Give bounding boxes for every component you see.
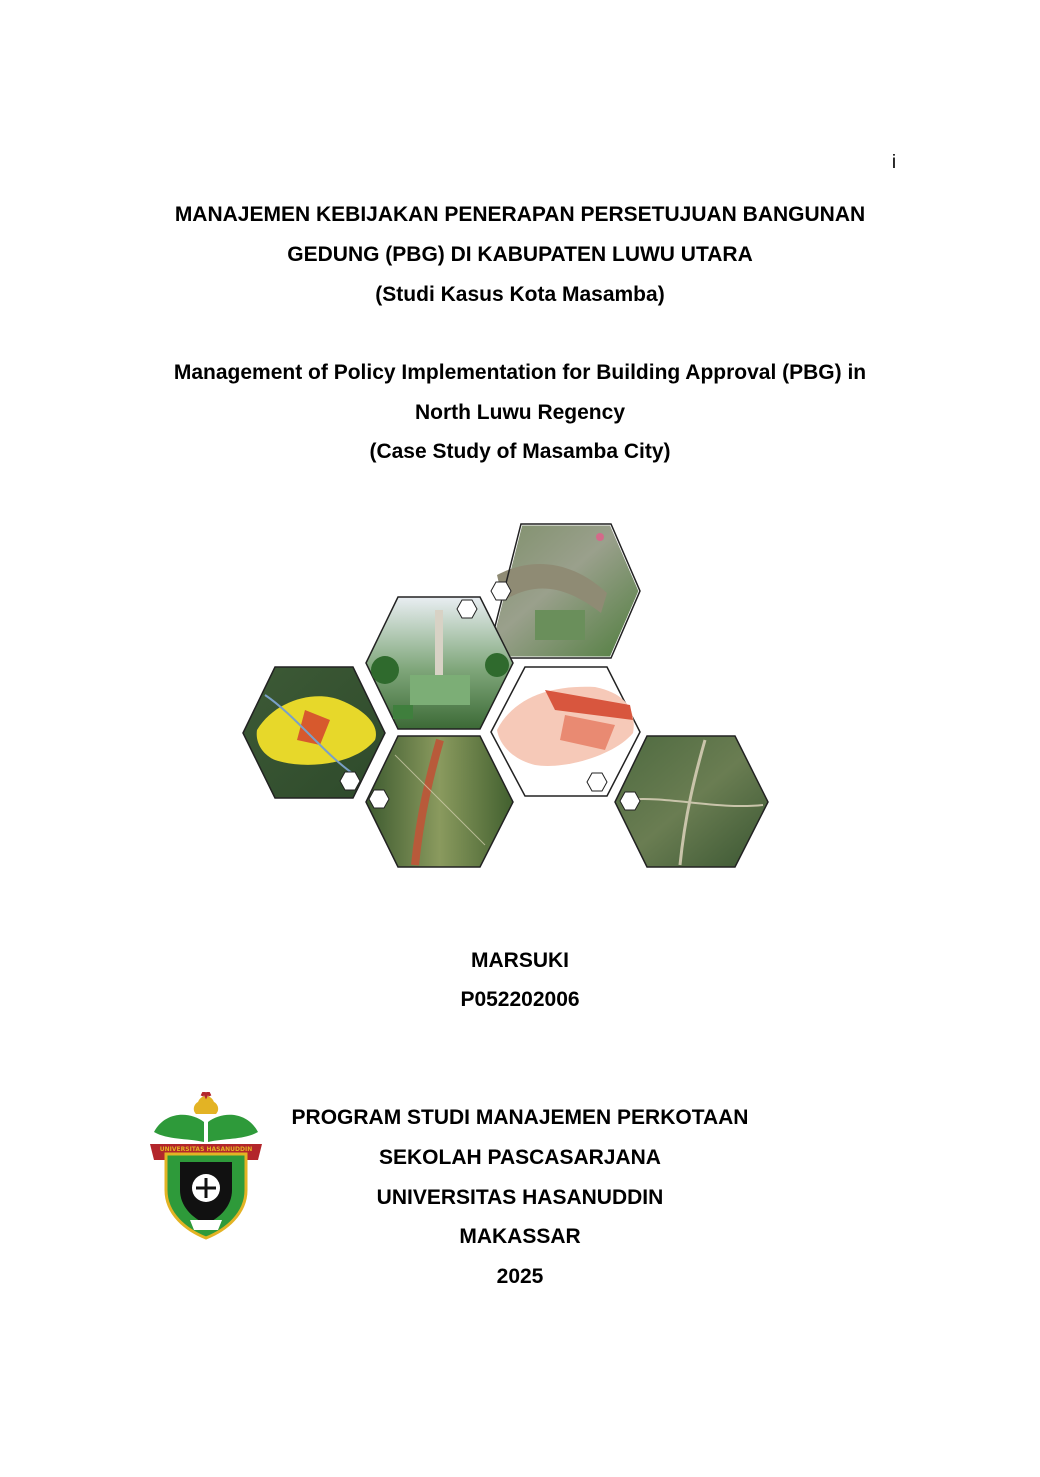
land-use-map-yellow xyxy=(243,667,385,798)
logo-text: UNIVERSITAS HASANUDDIN xyxy=(159,1146,253,1153)
zoning-map-red xyxy=(491,667,640,796)
title-id-line-3: (Studi Kasus Kota Masamba) xyxy=(375,283,665,306)
hexagon-collage xyxy=(235,515,780,880)
city-name: MAKASSAR xyxy=(459,1225,581,1248)
author-name: MARSUKI xyxy=(471,949,569,972)
year: 2025 xyxy=(496,1265,544,1288)
title-en-line-1: Management of Policy Implementation for Building Approval (PBG) in xyxy=(173,361,867,384)
school-name: SEKOLAH PASCASARJANA xyxy=(379,1146,661,1169)
university-logo xyxy=(146,1092,266,1242)
university-name: UNIVERSITAS HASANUDDIN xyxy=(376,1186,664,1209)
page-number: i xyxy=(891,152,897,173)
title-id-line-1: MANAJEMEN KEBIJAKAN PENERAPAN PERSETUJUAN BANGUNAN xyxy=(174,203,866,226)
title-en-line-3: (Case Study of Masamba City) xyxy=(369,440,671,463)
university-emblem-icon xyxy=(146,1092,266,1242)
title-en-line-2: North Luwu Regency xyxy=(414,401,625,424)
hexagon-collage-graphic xyxy=(235,515,780,880)
program-name: PROGRAM STUDI MANAJEMEN PERKOTAAN xyxy=(291,1106,749,1129)
city-monument-photo xyxy=(366,597,513,729)
student-id: P052202006 xyxy=(460,988,580,1011)
title-id-line-2: GEDUNG (PBG) DI KABUPATEN LUWU UTARA xyxy=(287,243,753,266)
